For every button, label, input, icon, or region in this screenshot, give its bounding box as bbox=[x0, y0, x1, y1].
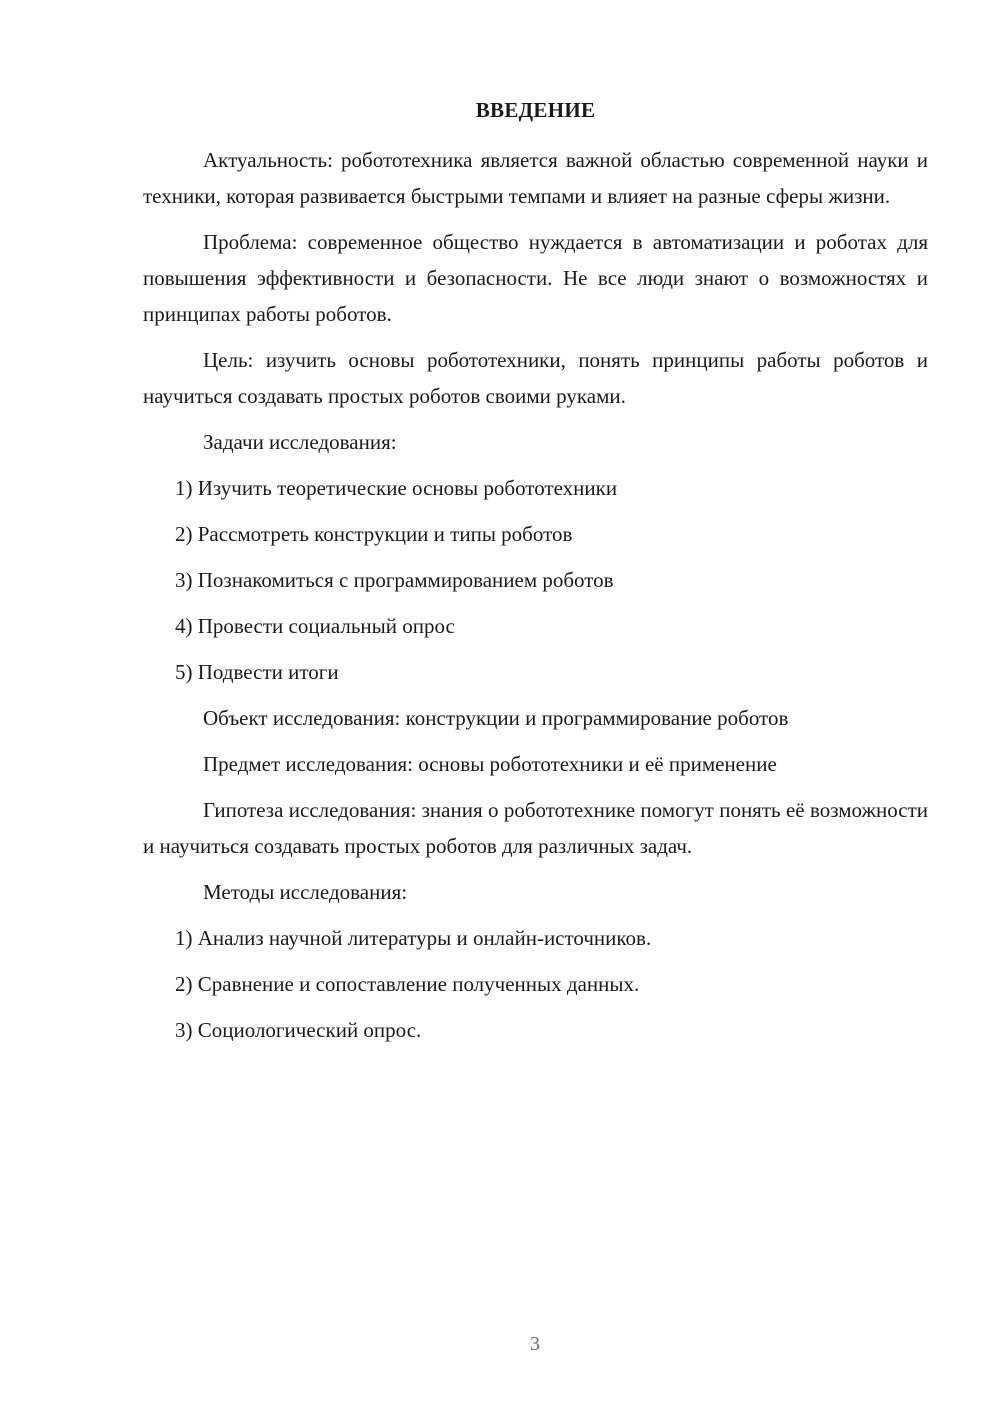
task-item: 1) Изучить теоретические основы робототехники bbox=[175, 476, 618, 500]
subject-line: Предмет исследования: основы робототехники и её применение bbox=[203, 752, 777, 776]
task-item: 4) Провести социальный опрос bbox=[175, 614, 455, 638]
goal-paragraph: Цель: изучить основы робототехники, понять принципы работы роботов и научиться создавать простых роботов своими руками. bbox=[143, 348, 928, 408]
object-line: Объект исследования: конструкции и программирование роботов bbox=[203, 706, 789, 730]
relevance-paragraph: Актуальность: робототехника является важной областью современной науки и техники, которая развивается быстрыми темпами и влияет на разные сферы жизни. bbox=[143, 148, 928, 208]
problem-paragraph: Проблема: современное общество нуждается в автоматизации и роботах для повышения эффективности и безопасности. Не все люди знают о возможностях и принципах работы роботов. bbox=[143, 230, 928, 326]
task-item: 5) Подвести итоги bbox=[175, 660, 339, 684]
page-number: 3 bbox=[530, 1333, 540, 1355]
document-page bbox=[143, 92, 928, 1058]
methods-title: Методы исследования: bbox=[203, 880, 408, 904]
task-item: 3) Познакомиться с программированием роботов bbox=[175, 568, 614, 592]
method-item: 2) Сравнение и сопоставление полученных данных. bbox=[175, 972, 640, 996]
section-heading: ВВЕДЕНИЕ bbox=[475, 98, 596, 122]
hypothesis-paragraph: Гипотеза исследования: знания о робототехнике помогут понять её возможности и научиться создавать простых роботов для различных задач. bbox=[143, 798, 928, 858]
method-item: 1) Анализ научной литературы и онлайн-источников. bbox=[175, 926, 652, 950]
tasks-title: Задачи исследования: bbox=[203, 430, 397, 454]
method-item: 3) Социологический опрос. bbox=[175, 1018, 422, 1042]
task-item: 2) Рассмотреть конструкции и типы роботов bbox=[175, 522, 573, 546]
